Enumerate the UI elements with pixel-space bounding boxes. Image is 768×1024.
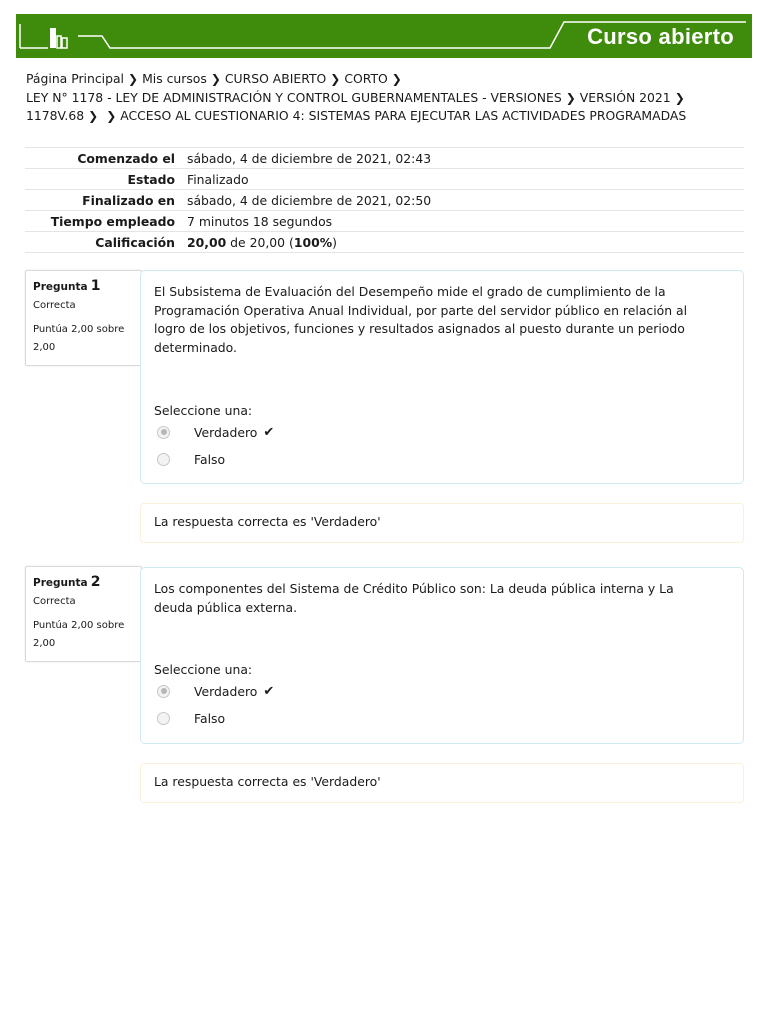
summary-value: 7 minutos 18 segundos: [187, 211, 744, 232]
chevron-right-icon: ❯: [128, 72, 139, 86]
question-number: 2: [90, 574, 101, 590]
feedback-text: La respuesta correcta es 'Verdadero': [154, 774, 381, 789]
breadcrumb-law-versions-link[interactable]: LEY N° 1178 - LEY DE ADMINISTRACIÓN Y CONTROL GUBERNAMENTALES - VERSIONES: [26, 89, 562, 105]
summary-row-grade: [25, 232, 744, 253]
summary-row-state: [25, 169, 744, 190]
question-status: Correcta: [33, 596, 76, 607]
summary-row-started: [25, 148, 744, 169]
grade-percent: 100%: [293, 234, 333, 250]
grade-of: de 20,00 (: [226, 234, 294, 250]
site-banner: [16, 14, 752, 58]
chevron-right-icon: ❯: [210, 72, 221, 86]
option-label: Falso: [194, 710, 226, 726]
grade-close: ): [332, 234, 337, 250]
chevron-right-icon: ❯: [391, 72, 402, 86]
chevron-right-icon: ❯: [565, 90, 576, 105]
question-1-box: [140, 270, 744, 484]
checkmark-icon: ✔: [263, 683, 275, 699]
breadcrumb: [26, 70, 746, 126]
chevron-right-icon: ❯: [330, 72, 341, 86]
summary-value: sábado, 4 de diciembre de 2021, 02:50: [187, 190, 744, 211]
summary-label: Calificación: [25, 232, 187, 253]
banner-title: Curso abierto: [587, 24, 734, 49]
breadcrumb-short-link[interactable]: CORTO: [344, 71, 388, 86]
question-text: Los componentes del Sistema de Crédito Público son: La deuda pública interna y La deuda pública externa.: [154, 581, 674, 615]
summary-label: Comenzado el: [25, 148, 187, 169]
summary-row-finished: [25, 190, 744, 211]
breadcrumb-my-courses-link[interactable]: Mis cursos: [142, 71, 207, 86]
attempt-summary-table: [25, 147, 744, 253]
chevron-right-icon: ❯: [106, 109, 117, 123]
question-1-info: [25, 270, 142, 366]
question-number: 1: [90, 278, 101, 294]
chevron-right-icon: ❯: [88, 109, 99, 123]
radio-selected[interactable]: [157, 685, 170, 698]
option-false[interactable]: [157, 709, 225, 727]
radio-unselected[interactable]: [157, 453, 170, 466]
question-2-box: [140, 567, 744, 744]
breadcrumb-course-category-link[interactable]: CURSO ABIERTO: [224, 71, 327, 86]
option-label: Falso: [194, 451, 226, 467]
question-prompt: Seleccione una:: [154, 403, 253, 418]
summary-label: Estado: [25, 169, 187, 190]
question-label: Pregunta: [33, 281, 88, 293]
option-label: Verdadero: [194, 424, 258, 440]
summary-value: Finalizado: [187, 169, 744, 190]
summary-value: [187, 232, 744, 253]
chevron-right-icon: ❯: [674, 90, 685, 105]
question-text: El Subsistema de Evaluación del Desempeño mide el grado de cumplimiento de la Programación Operativa Anual Individual, por parte del servidor público en relación al logro de los objetivos, funciones y resultados asignados al puesto durante un periodo determinado.: [154, 284, 688, 355]
question-points: Puntúa 2,00 sobre 2,00: [33, 620, 125, 649]
checkmark-icon: ✔: [263, 424, 275, 440]
breadcrumb-home-link[interactable]: Página Principal: [26, 71, 124, 86]
option-label: Verdadero: [194, 683, 258, 699]
question-points: Puntúa 2,00 sobre 2,00: [33, 324, 125, 353]
question-1-feedback: [140, 503, 744, 543]
breadcrumb-quiz-link[interactable]: ACCESO AL CUESTIONARIO 4: SISTEMAS PARA EJECUTAR LAS ACTIVIDADES PROGRAMADAS: [120, 108, 687, 123]
summary-label: Finalizado en: [25, 190, 187, 211]
summary-value: sábado, 4 de diciembre de 2021, 02:43: [187, 148, 744, 169]
summary-label: Tiempo empleado: [25, 211, 187, 232]
question-2-info: [25, 566, 142, 662]
option-true[interactable]: [157, 682, 274, 700]
question-label: Pregunta: [33, 577, 88, 589]
breadcrumb-version-link[interactable]: VERSIÓN 2021: [579, 89, 671, 105]
grade-score: 20,00: [187, 234, 227, 250]
radio-unselected[interactable]: [157, 712, 170, 725]
summary-row-time: [25, 211, 744, 232]
feedback-text: La respuesta correcta es 'Verdadero': [154, 514, 381, 529]
option-true[interactable]: [157, 423, 274, 441]
question-2-feedback: [140, 763, 744, 803]
question-prompt: Seleccione una:: [154, 662, 253, 677]
option-false[interactable]: [157, 450, 225, 468]
radio-selected[interactable]: [157, 426, 170, 439]
breadcrumb-course-code-link[interactable]: 1178V.68: [26, 108, 85, 123]
question-status: Correcta: [33, 300, 76, 311]
